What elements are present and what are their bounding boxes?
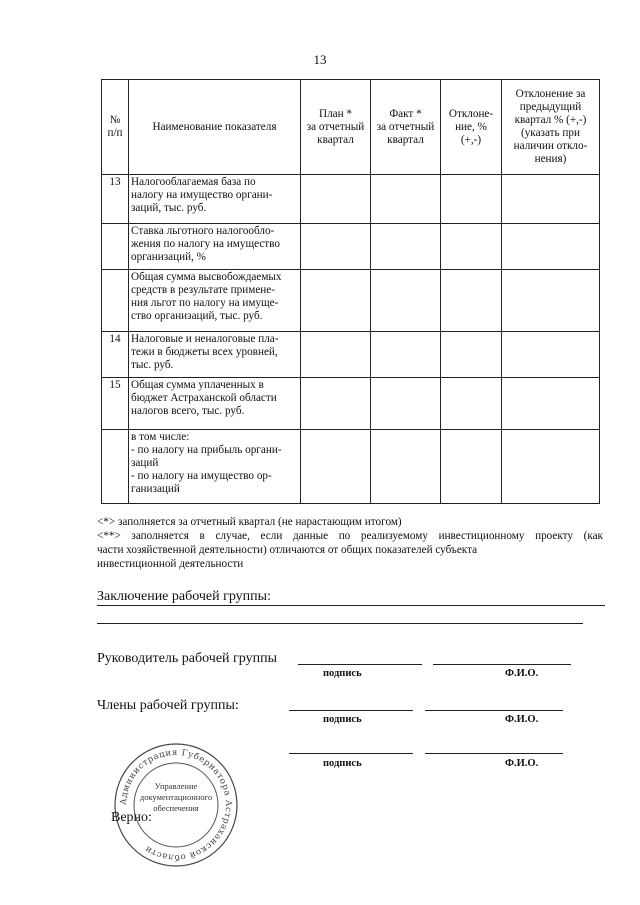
cell-deviation xyxy=(441,270,502,332)
cell-fact xyxy=(371,270,441,332)
member-1-signature-caption: подпись xyxy=(323,714,362,725)
verno-label: Верно: xyxy=(111,810,152,825)
cell-fact xyxy=(371,332,441,378)
conclusion-underline-2 xyxy=(97,623,583,624)
member-1-name-line xyxy=(425,710,563,711)
table-row xyxy=(102,332,600,378)
cell-fact xyxy=(371,430,441,504)
cell-prev-deviation xyxy=(502,175,600,224)
cell-deviation xyxy=(441,175,502,224)
table-row xyxy=(102,175,600,224)
header-fact: Факт * за отчетный квартал xyxy=(371,80,441,175)
cell-prev-deviation xyxy=(502,378,600,430)
footnotes xyxy=(97,515,603,571)
cell-prev-deviation xyxy=(502,430,600,504)
head-signature-caption: подпись xyxy=(323,668,362,679)
cell-prev-deviation xyxy=(502,224,600,270)
member-2-name-line xyxy=(425,753,563,754)
table-row xyxy=(102,378,600,430)
footnote-2-line-1: <**> заполняется в случае, если данные по реализуемому инвестиционному проекту (как xyxy=(97,530,603,542)
cell-prev-deviation xyxy=(502,270,600,332)
cell-plan xyxy=(301,270,371,332)
page-number: 13 xyxy=(313,52,327,67)
row-indicator-name: в том числе: - по налогу на прибыль органи- заций - по налогу на имущество ор- ганизаций xyxy=(129,430,301,504)
row-number xyxy=(102,270,129,332)
table-row xyxy=(102,430,600,504)
indicators-table xyxy=(101,79,600,504)
cell-plan xyxy=(301,378,371,430)
header-number: № п/п xyxy=(102,80,129,175)
cell-deviation xyxy=(441,430,502,504)
row-indicator-name: Налоговые и неналоговые пла- тежи в бюджеты всех уровней, тыс. руб. xyxy=(129,332,301,378)
member-1-signature-line xyxy=(289,710,413,711)
members-label: Члены рабочей группы: xyxy=(97,698,239,713)
row-indicator-name: Налогооблагаемая база по налогу на имущество органи- заций, тыс. руб. xyxy=(129,175,301,224)
row-number xyxy=(102,224,129,270)
header-deviation: Отклоне- ние, % (+,-) xyxy=(441,80,502,175)
row-number: 14 xyxy=(102,332,129,378)
member-1-name-caption: Ф.И.О. xyxy=(505,714,539,725)
conclusion-title: Заключение рабочей группы: xyxy=(97,589,271,604)
cell-deviation xyxy=(441,224,502,270)
table-row xyxy=(102,270,600,332)
member-2-signature-line xyxy=(289,753,413,754)
head-name-line xyxy=(433,664,571,665)
row-number xyxy=(102,430,129,504)
header-plan: План * за отчетный квартал xyxy=(301,80,371,175)
cell-fact xyxy=(371,175,441,224)
cell-plan xyxy=(301,224,371,270)
cell-prev-deviation xyxy=(502,332,600,378)
table-row xyxy=(102,224,600,270)
head-signature-line xyxy=(298,664,422,665)
cell-fact xyxy=(371,224,441,270)
cell-fact xyxy=(371,378,441,430)
stamp-ring-text: Администрация Губернатора Астраханской области xyxy=(118,747,234,863)
row-indicator-name: Ставка льготного налогообло- жения по налогу на имущество организаций, % xyxy=(129,224,301,270)
header-prev-deviation: Отклонение за предыдущий квартал % (+,-) (указать при наличии откло- нения) xyxy=(502,80,600,175)
official-stamp xyxy=(112,741,240,869)
head-label: Руководитель рабочей группы xyxy=(97,651,277,666)
head-name-caption: Ф.И.О. xyxy=(505,668,539,679)
row-number: 13 xyxy=(102,175,129,224)
cell-plan xyxy=(301,175,371,224)
cell-plan xyxy=(301,430,371,504)
cell-deviation xyxy=(441,332,502,378)
row-number: 15 xyxy=(102,378,129,430)
stamp-inner-text: Управление документационного обеспечения xyxy=(139,781,213,813)
cell-deviation xyxy=(441,378,502,430)
conclusion-underline-1 xyxy=(97,605,605,606)
row-indicator-name: Общая сумма уплаченных в бюджет Астраханской области налогов всего, тыс. руб. xyxy=(129,378,301,430)
footnote-2-line-2: части хозяйственной деятельности) отличаются от общих показателей субъекта xyxy=(97,544,478,556)
footnote-2-line-3: инвестиционной деятельности xyxy=(97,558,244,570)
header-indicator-name: Наименование показателя xyxy=(129,80,301,175)
member-2-signature-caption: подпись xyxy=(323,758,362,769)
row-indicator-name: Общая сумма высвобождаемых средств в результате примене- ния льгот по налогу на имуще- ство организаций, тыс. руб. xyxy=(129,270,301,332)
table-header-row xyxy=(102,80,600,175)
member-2-name-caption: Ф.И.О. xyxy=(505,758,539,769)
cell-plan xyxy=(301,332,371,378)
footnote-1: <*> заполняется за отчетный квартал (не нарастающим итогом) xyxy=(97,516,402,528)
